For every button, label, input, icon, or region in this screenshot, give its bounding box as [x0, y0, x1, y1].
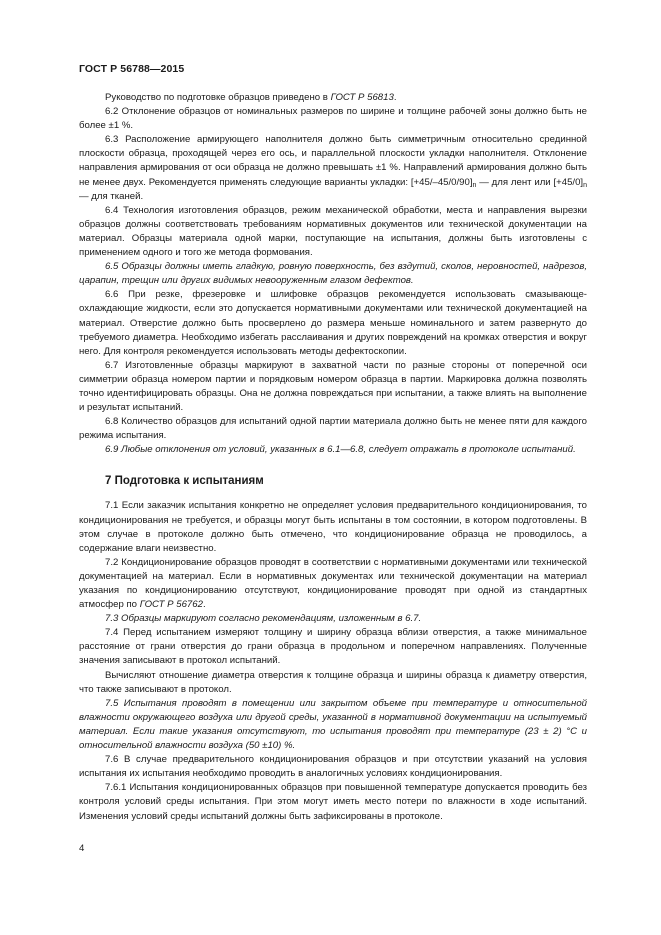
paragraph-6-8: 6.8 Количество образцов для испытаний одной партии материала должно быть не менее пяти для каждого режима испытания.	[79, 416, 587, 442]
paragraph-7-4-ratio: Вычисляют отношение диаметра отверстия к толщине образца и ширины образца к диаметру отверстия, что также записывают в протокол.	[79, 669, 587, 695]
paragraph-7-1: 7.1 Если заказчик испытания конкретно не определяет условия предварительного кондиционирования, то кондиционирования не требуется, и образцы могут быть испытаны в том состоянии, в котором подготовлены. В этом случае в протоколе должно быть отмечено, что кондиционирование образца не проводилось, а содержание влаги неизвестно.	[79, 500, 587, 554]
paragraph-7-2: 7.2 Кондиционирование образцов проводят в соответствии с нормативными документами или технической документацией на материал. Если в нормативных документах или технической документации на материал указания по кондиционированию отсутствуют, кондиционирование проводят при одной из стандартных атмосфер по ГОСТ Р 56762.	[79, 556, 587, 611]
paragraph-sample-guide: Руководство по подготовке образцов приведено в ГОСТ Р 56813.	[105, 92, 397, 103]
paragraph-6-5: 6.5 Образцы должны иметь гладкую, ровную поверхность, без вздутий, сколов, неровностей, надрезов, царапин, трещин или других видимых невооруженным глазом дефектов.	[79, 261, 587, 287]
page-number: 4	[79, 843, 85, 854]
standard-reference: ГОСТ Р 56762	[139, 599, 203, 611]
paragraph-6-9: 6.9 Любые отклонения от условий, указанных в 6.1—6.8, следует отражать в протоколе испытаний.	[105, 444, 576, 456]
paragraph-7-6: 7.6 В случае предварительного кондиционирования образцов и при отсутствии указаний на условия испытания их испытания необходимо проводить в аналогичных условиях кондиционирования.	[79, 754, 587, 780]
paragraph-7-4: 7.4 Перед испытанием измеряют толщину и ширину образца вблизи отверстия, а также минимальное расстояние от грани отверстия до грани образца в продольном и поперечном направлениях. Полученные значения записывают в протокол испытаний.	[79, 627, 587, 667]
paragraph-7-5: 7.5 Испытания проводят в помещении или закрытом объеме при температуре и относительной влажности окружающего воздуха или другой среды, указанной в нормативной документации на испытуемый материал. Если такие указания отсутствуют, то испытания проводят при температуре (23 ± 2) °С и относительной влажности воздуха (50 ±10) %.	[79, 697, 587, 752]
document-body	[79, 91, 587, 824]
standard-reference: ГОСТ Р 56813	[330, 92, 394, 103]
paragraph-7-6-1: 7.6.1 Испытания кондиционированных образцов при повышенной температуре допускается проводить без контроля условий среды испытания. При этом могут иметь место потери по влажности в ходе испытаний. Изменения условий среды испытаний должны быть зафиксированы в протоколе.	[79, 782, 587, 822]
paragraph-6-2: 6.2 Отклонение образцов от номинальных размеров по ширине и толщине рабочей зоны должно быть не более ±1 %.	[79, 106, 587, 132]
paragraph-6-4: 6.4 Технология изготовления образцов, режим механической обработки, места и направления вырезки образцов должны соответствовать требованиям нормативных документов или технической документации на материал. Образцы материала одной марки, поступающие на испытания, должны быть изготовлены с применением одного и того же метода формования.	[79, 204, 587, 259]
paragraph-6-3: 6.3 Расположение армирующего наполнителя должно быть симметричным относительно срединной плоскости образца, проходящей через его ось, и параллельной плоскости укладки наполнителя. Отклонение направления армирования от оси образца не должно превышать ±1 %. Направлений армирования должно быть не менее двух. Рекомендуется применять следующие варианты укладки: $[+45/-45/0/90]_n$ — для лент или $[+45/0]_n$ — для тканей.	[79, 134, 587, 202]
section-heading: 7 Подготовка к испытаниям	[105, 475, 264, 488]
paragraph-6-6: 6.6 При резке, фрезеровке и шлифовке образцов рекомендуется использовать смазывающе-охлаждающие жидкости, если это допускается нормативными документами или технической документацией на материал. Отверстие должно быть просверлено до размера меньше номинального и затем развернуто до требуемого диаметра. Необходимо избегать расслаивания и других повреждений на кромках отверстия и вокруг него. Для контроля рекомендуется использовать методы дефектоскопии.	[79, 289, 587, 357]
paragraph-7-3: 7.3 Образцы маркируют согласно рекомендациям, изложенным в 6.7.	[105, 613, 422, 625]
paragraph-6-7: 6.7 Изготовленные образцы маркируют в захватной части по разные стороны от поперечной оси симметрии образца номером партии и порядковым номером образца в партии. Маркировка должна позволять точно идентифицировать образцы. Она не должна повреждаться при испытании, а также влиять на выполнение и результат испытаний.	[79, 359, 587, 414]
standard-header: ГОСТ Р 56788—2015	[79, 63, 185, 75]
